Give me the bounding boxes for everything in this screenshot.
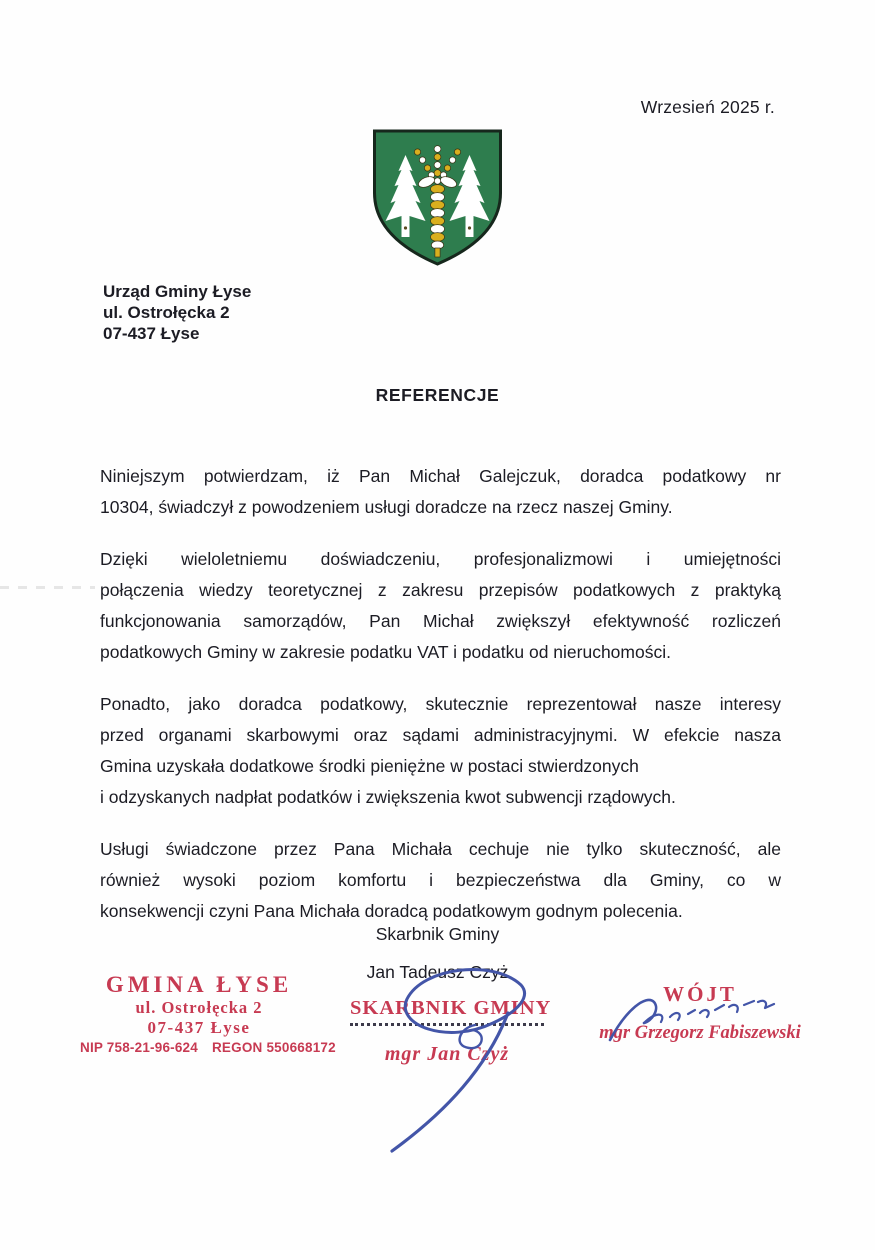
paragraph-line: podatkowych Gminy w zakresie podatku VAT i podatku od nieruchomości. [100,642,671,662]
letter-date: Wrzesień 2025 r. [640,97,775,117]
stamp-gmina-ids [80,1039,336,1056]
stamp-wojt-title: WÓJT [663,982,737,1006]
scan-artifact [0,586,95,589]
paragraph-line: 10304, świadczył z powodzeniem usługi doradcze na rzecz naszej Gminy. [100,497,673,517]
paragraph-line: również wysoki poziom komfortu i bezpieczeństwa dla Gminy, co w [100,870,781,890]
paragraph [100,544,781,668]
paragraph-line: Ponadto, jako doradca podatkowy, skutecznie reprezentował nasze interesy [100,694,781,714]
stamp-dotted-line [350,1023,544,1026]
stamp-gmina-city: 07-437 Łyse [147,1017,251,1037]
signatory-role: Skarbnik Gminy [375,924,500,944]
stamp-gmina-regon: REGON 550668172 [211,1039,336,1055]
paragraph-line: Gmina uzyskała dodatkowe środki pieniężne w postaci stwierdzonych [100,756,639,776]
signatory-name: Jan Tadeusz Czyż [366,962,509,982]
letter-body [100,461,781,948]
sender-address [103,281,251,344]
paragraph [100,689,781,813]
paragraph-line: przed organami skarbowymi oraz sądami administracyjnymi. W efekcie nasza [100,725,781,745]
stamp-gmina-name: GMINA ŁYSE [105,972,293,997]
paragraph-line: funkcjonowania samorządów, Pan Michał zwiększył efektywność rozliczeń [100,611,781,631]
stamp-skarbnik-gminy [350,997,552,1066]
coat-of-arms-lyse-icon [369,127,506,268]
paragraph-line: połączenia wiedzy teoretycznej z zakresu przepisów podatkowych z praktyką [100,580,781,600]
stamp-gmina-lyse [80,971,336,1056]
paragraph [100,461,781,523]
stamp-gmina-nip: NIP 758-21-96-624 [80,1039,198,1055]
stamp-wojt [595,982,805,1044]
paragraph [100,834,781,927]
sender-street: ul. Ostrołęcka 2 [103,303,230,322]
sender-city: 07-437 Łyse [103,324,200,343]
sender-name: Urząd Gminy Łyse [103,282,252,301]
document-title: REFERENCJE [375,385,500,405]
stamp-skarbnik-title: SKARBNIK GMINY [350,997,552,1019]
paragraph-line: Dzięki wieloletniemu doświadczeniu, profesjonalizmowi i umiejętności [100,549,781,569]
paragraph-line: konsekwencji czyni Pana Michała doradcą podatkowym godnym polecenia. [100,901,683,921]
stamp-wojt-name: mgr Grzegorz Fabiszewski [599,1023,801,1043]
paragraph-line: Niniejszym potwierdzam, iż Pan Michał Galejczuk, doradca podatkowy nr [100,466,781,486]
stamp-gmina-street: ul. Ostrołęcka 2 [135,998,263,1018]
stamp-skarbnik-name: mgr Jan Czyż [384,1043,510,1065]
paragraph-line: Usługi świadczone przez Pana Michała cechuje nie tylko skuteczność, ale [100,839,781,859]
paragraph-line: i odzyskanych nadpłat podatków i zwiększenia kwot subwencji rządowych. [100,787,676,807]
